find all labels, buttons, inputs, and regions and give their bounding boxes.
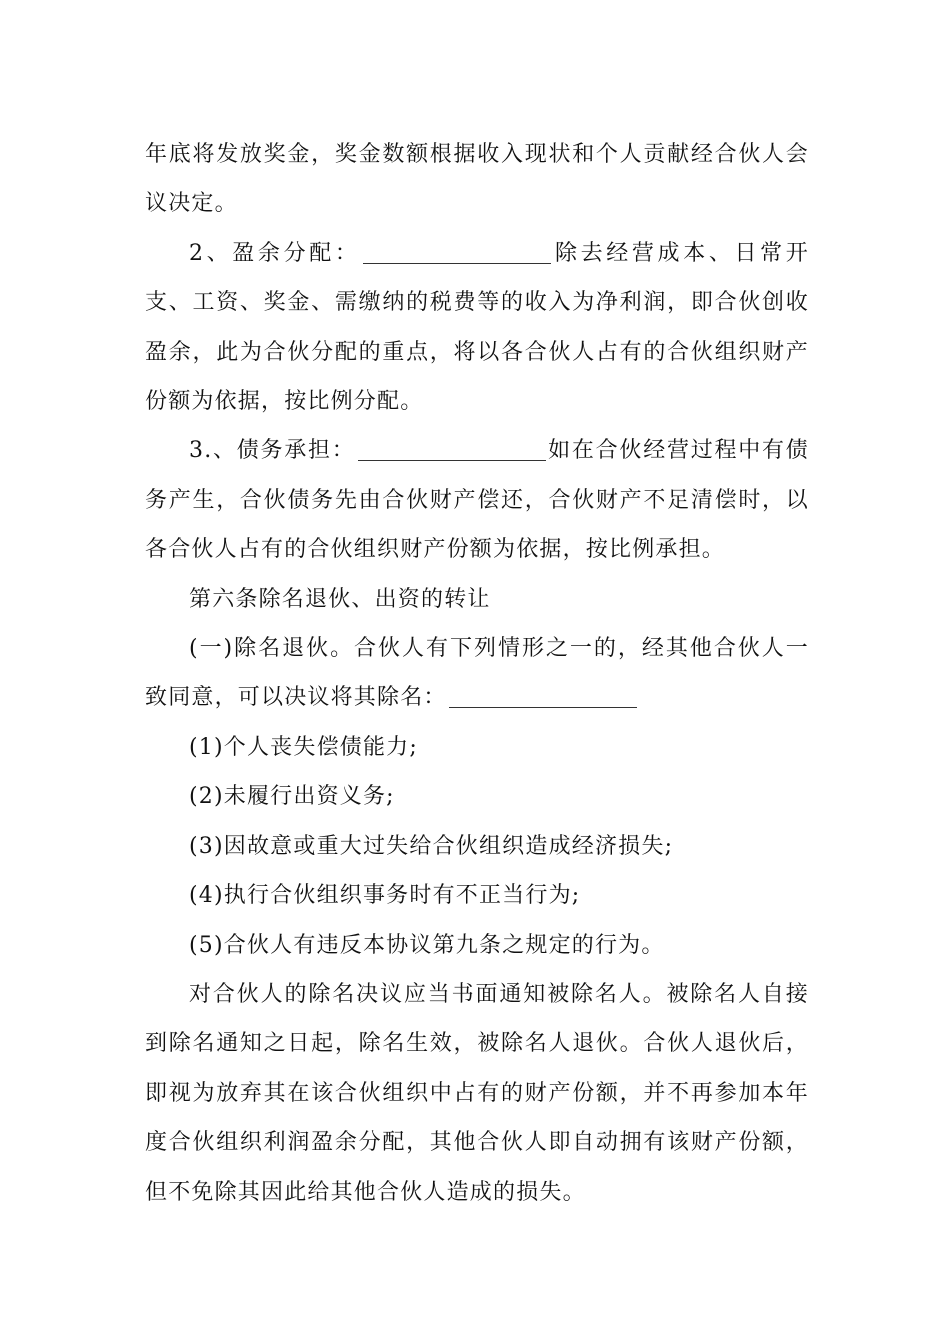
expulsion-blank[interactable] bbox=[449, 706, 637, 708]
article-six-heading: 第六条除名退伙、出资的转让 bbox=[189, 586, 491, 612]
paragraph-expulsion bbox=[145, 624, 809, 723]
paragraph-debt-bearing bbox=[145, 426, 809, 574]
profit-distribution-blank[interactable] bbox=[363, 262, 551, 264]
debt-bearing-label: 3.、债务承担： bbox=[189, 438, 356, 464]
list-item: (5)合伙人有违反本协议第九条之规定的行为。 bbox=[189, 932, 665, 958]
paragraph-bonus: 年底将发放奖金，奖金数额根据收入现状和个人贡献经合伙人会议决定。 bbox=[145, 142, 809, 217]
expulsion-text: (一)除名退伙。合伙人有下列情形之一的，经其他合伙人一致同意，可以决议将其除名： bbox=[145, 636, 809, 711]
list-item: (4)执行合伙组织事务时有不正当行为; bbox=[189, 883, 581, 909]
profit-distribution-label: 2、盈余分配： bbox=[189, 240, 361, 266]
paragraph-profit-distribution bbox=[145, 229, 809, 427]
debt-bearing-blank[interactable] bbox=[358, 459, 546, 461]
paragraph-expulsion-notice: 对合伙人的除名决议应当书面通知被除名人。被除名人自接到除名通知之日起，除名生效，被除名人退伙。合伙人退伙后，即视为放弃其在该合伙组织中占有的财产份额，并不再参加本年度合伙组织利润盈余分配，其他合伙人即自动拥有该财产份额，但不免除其因此给其他合伙人造成的损失。 bbox=[145, 981, 809, 1205]
document-page bbox=[145, 130, 809, 1217]
list-item: (3)因故意或重大过失给合伙组织造成经济损失; bbox=[189, 833, 674, 859]
profit-distribution-text: 除去经营成本、日常开支、工资、奖金、需缴纳的税费等的收入为净利润，即合伙创收盈余，此为合伙分配的重点，将以各合伙人占有的合伙组织财产份额为依据，按比例分配。 bbox=[145, 240, 809, 415]
list-item: (1)个人丧失偿债能力; bbox=[189, 734, 418, 760]
debt-bearing-text: 如在合伙经营过程中有债务产生，合伙债务先由合伙财产偿还，合伙财产不足清偿时，以各合伙人占有的合伙组织财产份额为依据，按比例承担。 bbox=[145, 438, 809, 563]
list-item: (2)未履行出资义务; bbox=[189, 784, 395, 810]
